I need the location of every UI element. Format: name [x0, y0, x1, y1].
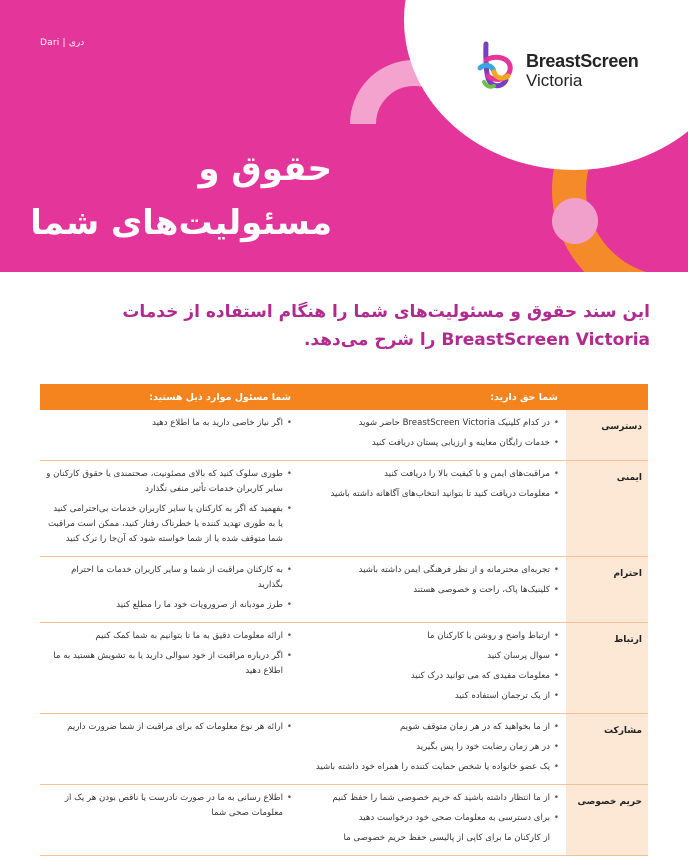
table-row: [40, 785, 648, 856]
table-body: [40, 410, 648, 856]
responsibilities-cell: [40, 557, 299, 623]
row-category: ارتباط: [566, 623, 648, 714]
responsibility-item: • اگر درباره مراقبت از خود سوالی دارید یا به تشویش هستید به ما اطلاع دهید: [46, 649, 283, 679]
table-row: [40, 461, 648, 557]
rights-item: • در هر زمان رضایت خود را پس بگیرید: [305, 740, 550, 755]
rights-item: • خدمات رایگان معاینه و ارزیابی پستان دریافت کنید: [305, 436, 550, 451]
responsibilities-cell: [40, 623, 299, 714]
responsibilities-cell: [40, 410, 299, 461]
rights-cell: [299, 785, 566, 856]
breastscreen-logo: [472, 38, 662, 94]
responsibilities-header: شما مسئول موارد ذیل هستید:: [40, 384, 299, 410]
row-category: حریم خصوصی: [566, 785, 648, 856]
responsibilities-cell: [40, 785, 299, 856]
logo-mark-icon: [472, 38, 520, 94]
rights-responsibilities-table: [40, 384, 648, 856]
responsibility-item: • ارائه هر نوع معلومات که برای مراقبت از شما ضرورت داریم: [46, 720, 283, 735]
rights-item: • تجربه‌ای محترمانه و از نظر فرهنگی ایمن داشته باشید: [305, 563, 550, 578]
rights-item: • از ما انتظار داشته باشید که حریم خصوصی شما را حفظ کنیم: [305, 791, 550, 806]
page-title: [12, 142, 332, 250]
rights-item: • معلومات دریافت کنید تا بتوانید انتخاب‌های آگاهانه داشته باشید: [305, 487, 550, 502]
intro-paragraph: این سند حقوق و مسئولیت‌های شما را هنگام استفاده از خدمات BreastScreen Victoria را شرح می‌دهد.: [122, 302, 650, 350]
rights-item: • سوال پرسان کنید: [305, 649, 550, 664]
responsibility-item: • طرز مودبانه از صرورویات خود ما را مطلع کنید: [46, 598, 283, 613]
responsibility-item: • اطلاع رسانی به ما در صورت نادرست یا ناقص بودن هر یک از معلومات صحی شما: [46, 791, 283, 821]
rights-cell: [299, 461, 566, 557]
row-category: دسترسی: [566, 410, 648, 461]
rights-item: • کلینیک‌ها پاک، راحت و خصوصی هستند: [305, 583, 550, 598]
page-title-line2: مسئولیت‌های شما: [30, 203, 332, 243]
rights-item: از کارکنان ما برای کاپی از پالیسی حفظ حریم خصوصی ما: [343, 833, 550, 843]
rights-item: • در کدام کلینیک BreastScreen Victoria حاضر شوید: [305, 416, 550, 431]
logo-text-line2: Victoria: [526, 71, 583, 90]
rights-cell: [299, 623, 566, 714]
rights-item: • از ما بخواهید که در هر زمان متوقف شویم: [305, 720, 550, 735]
rights-item: • مراقبت‌های ایمن و با کیفیت بالا را دریافت کنید: [305, 467, 550, 482]
row-category: ایمنی: [566, 461, 648, 557]
table-row: [40, 714, 648, 785]
responsibility-item: • طوری سلوک کنید که بالای مصئونیت، صحتمندی یا حقوق کارکنان و سایر کاربران خدمات تأثیر منفی نگذارد: [46, 467, 283, 497]
rights-item: • برای دسترسی به معلومات صحی خود درخواست دهید: [305, 811, 550, 826]
responsibility-item: • اگر نیاز خاصی دارید به ما اطلاع دهید: [46, 416, 283, 431]
responsibility-item: • بفهمید که اگر به کارکنان یا سایر کاربران خدمات بی‌احترامی کنید یا به طوری تهدید کننده یا خطرناک رفتار کنید، ممکن است مراقبت شما متوقف شده یا از شما خواسته شود که آن‌جا را ترک کنید: [46, 502, 283, 547]
rights-item: • یک عضو خانواده یا شخص حمایت کننده را همراه خود داشته باشید: [305, 760, 550, 775]
rights-item: • از یک ترجمان استفاده کنید: [305, 689, 550, 704]
table-row: [40, 410, 648, 461]
rights-cell: [299, 557, 566, 623]
responsibility-item: • ارائه معلومات دقیق به ما تا بتوانیم به شما کمک کنیم: [46, 629, 283, 644]
responsibility-item: • به کارکنان مراقبت از شما و سایر کاربران خدمات ما احترام بگذارید: [46, 563, 283, 593]
category-header: [566, 384, 648, 410]
page-title-line1: حقوق و: [198, 149, 332, 189]
rights-item: • ارتباط واضح و روشن با کارکنان ما: [305, 629, 550, 644]
table-row: [40, 623, 648, 714]
rights-cell: [299, 714, 566, 785]
table-row: [40, 557, 648, 623]
row-category: احترام: [566, 557, 648, 623]
language-tag: Dari | دری: [40, 38, 85, 48]
responsibilities-cell: [40, 714, 299, 785]
logo-text-line1: BreastScreen: [526, 51, 639, 71]
header-banner: [0, 0, 688, 272]
rights-header: شما حق دارید:: [299, 384, 566, 410]
table-header-row: [40, 384, 648, 410]
pink-dot-decoration: [552, 198, 598, 244]
rights-item: • معلومات مفیدی که می توانید درک کنید: [305, 669, 550, 684]
responsibilities-cell: [40, 461, 299, 557]
row-category: مشارکت: [566, 714, 648, 785]
rights-cell: [299, 410, 566, 461]
